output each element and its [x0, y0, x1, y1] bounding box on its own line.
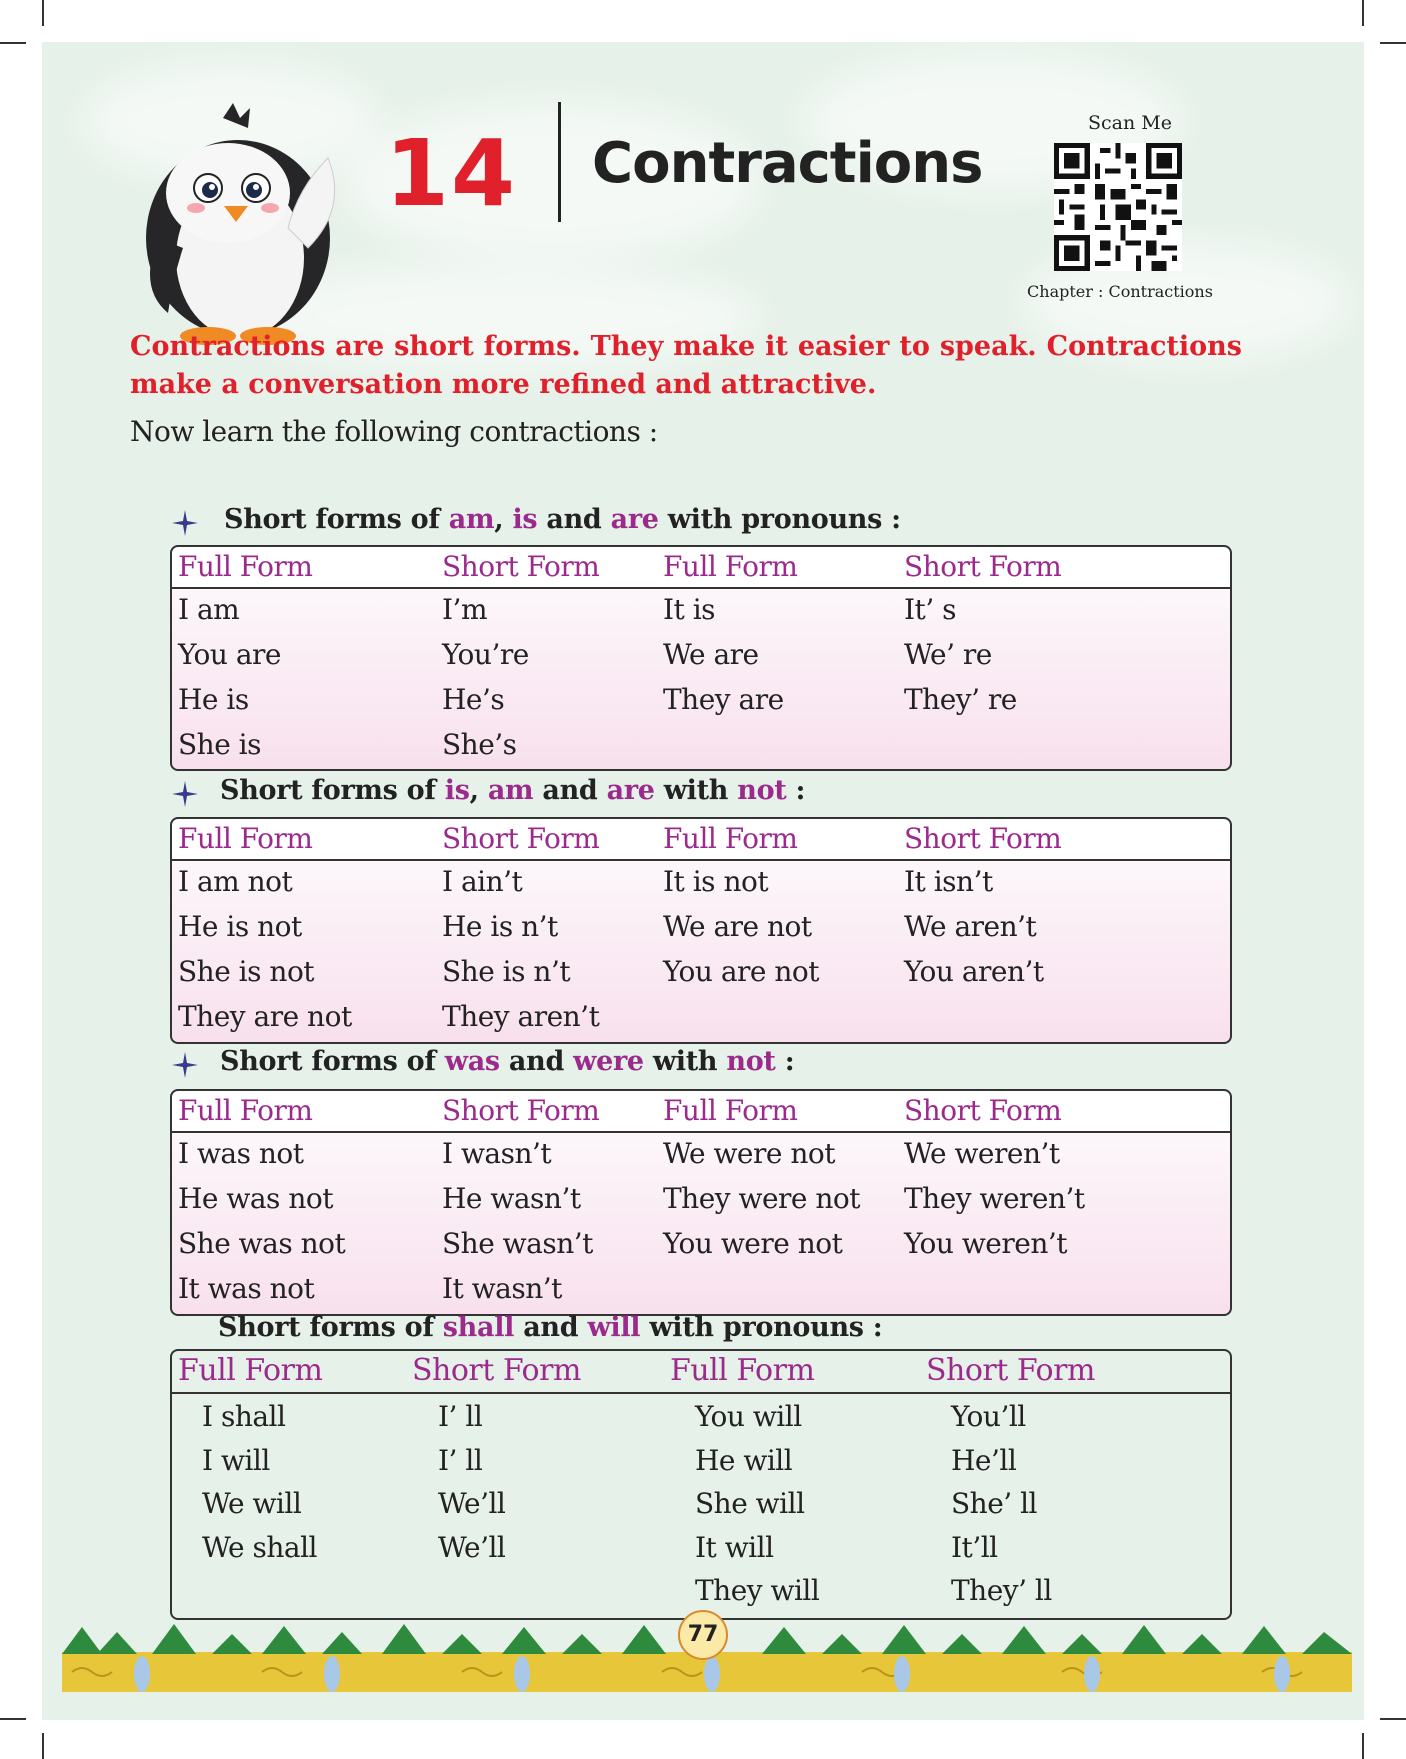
sparkle-bullet-icon [172, 510, 198, 536]
table-cell: She is [178, 728, 262, 761]
table-cell: It was not [178, 1272, 315, 1305]
table-cell: I’ ll [438, 1400, 483, 1433]
table-cell: He is n’t [442, 910, 558, 943]
table-cell: I am not [178, 865, 293, 898]
table-cell: It wasn’t [442, 1272, 562, 1305]
heading-text: with pronouns : [640, 1312, 883, 1343]
column-header: Short Form [904, 822, 1062, 855]
table-row [172, 1481, 1230, 1525]
column-header: Short Form [904, 1094, 1062, 1127]
column-header: Short Form [442, 1094, 600, 1127]
table-cell: She is not [178, 955, 315, 988]
table-cell: I am [178, 593, 240, 626]
heading-keyword: am [448, 504, 495, 535]
contractions-table [170, 545, 1232, 771]
table-cell: We’ll [438, 1530, 506, 1564]
table-cell: We are [663, 638, 759, 671]
heading-text: and [499, 1046, 574, 1077]
sparkle-bullet-icon [172, 781, 198, 807]
table-cell: You were not [663, 1227, 843, 1260]
heading-keyword: are [610, 504, 659, 535]
table-row [172, 679, 1230, 724]
table-cell: They’ re [904, 683, 1017, 716]
table-cell: They are not [178, 1000, 352, 1033]
chapter-number: 14 [385, 120, 518, 227]
column-header: Full Form [178, 1353, 323, 1388]
column-header: Full Form [663, 1094, 798, 1127]
column-header: Short Form [904, 550, 1062, 583]
table-row [172, 1394, 1230, 1438]
table-row [172, 1268, 1230, 1313]
table-cell: You’ll [951, 1400, 1026, 1433]
column-header: Short Form [442, 550, 600, 583]
table-cell: They’ ll [951, 1574, 1052, 1607]
crop-mark [1362, 1733, 1364, 1759]
crop-mark [1380, 1718, 1406, 1720]
crop-mark [0, 1718, 26, 1720]
table-cell: He’ll [951, 1443, 1017, 1477]
table-cell: I’ ll [438, 1443, 483, 1477]
table-row [172, 861, 1230, 906]
table-cell: We will [202, 1487, 302, 1520]
heading-keyword: is [512, 504, 538, 535]
contractions-table [170, 1349, 1232, 1620]
column-header: Short Form [412, 1353, 581, 1388]
table-cell: They weren’t [904, 1182, 1085, 1215]
column-header: Full Form [178, 550, 313, 583]
table-cell: You aren’t [904, 955, 1044, 988]
table-cell: I will [202, 1443, 270, 1477]
table-cell: He wasn’t [442, 1182, 581, 1215]
heading-text: with [654, 775, 738, 806]
qr-code-icon[interactable] [1054, 143, 1182, 271]
table-cell: You will [695, 1400, 802, 1433]
table-cell: It is [663, 593, 716, 626]
table-row [172, 724, 1230, 769]
table-row [172, 634, 1230, 679]
table-header [172, 1091, 1230, 1133]
heading-keyword: shall [442, 1312, 515, 1343]
table-cell: We are not [663, 910, 812, 943]
column-header: Full Form [670, 1353, 815, 1388]
table-cell: She’s [442, 728, 517, 761]
heading-text: and [514, 1312, 588, 1343]
table-cell: We weren’t [904, 1137, 1060, 1170]
table-cell: We aren’t [904, 910, 1037, 943]
heading-keyword: is [444, 775, 470, 806]
table-cell: They aren’t [442, 1000, 600, 1033]
heading-text: , [494, 504, 513, 535]
table-cell: He’s [442, 683, 505, 716]
table-cell: You weren’t [904, 1227, 1068, 1260]
table-cell: She was not [178, 1227, 346, 1260]
table-cell: You are not [663, 955, 820, 988]
table-cell: He was not [178, 1182, 333, 1215]
penguin-mascot-icon [128, 98, 358, 348]
heading-text: and [533, 775, 607, 806]
table-row [172, 996, 1230, 1041]
table-cell: It’ s [904, 593, 956, 626]
crop-mark [42, 1733, 44, 1759]
contractions-table [170, 1089, 1232, 1316]
heading-text: and [537, 504, 611, 535]
table-row [172, 1223, 1230, 1268]
table-cell: I shall [202, 1400, 286, 1433]
table-cell: She’ ll [951, 1487, 1037, 1520]
page-number: 77 [678, 1610, 728, 1660]
column-header: Short Form [926, 1353, 1095, 1388]
table-cell: It’ll [951, 1530, 998, 1564]
table-header [172, 819, 1230, 861]
table-row [172, 951, 1230, 996]
table-cell: We’ll [438, 1487, 506, 1520]
qr-label: Scan Me [1088, 112, 1172, 134]
heading-text: : [775, 1046, 795, 1077]
section-heading [218, 1312, 882, 1343]
table-row [172, 1438, 1230, 1482]
table-cell: They were not [663, 1182, 861, 1215]
table-cell: It is not [663, 865, 769, 898]
crop-mark [1362, 0, 1364, 26]
table-cell: I ain’t [442, 865, 523, 898]
heading-keyword: not [726, 1046, 776, 1077]
table-cell: She wasn’t [442, 1227, 593, 1260]
table-cell: They are [663, 683, 784, 716]
heading-keyword: are [606, 775, 655, 806]
table-cell: We were not [663, 1137, 836, 1170]
table-row [172, 1568, 1230, 1612]
section-heading [224, 504, 901, 535]
crop-mark [42, 0, 44, 26]
table-cell: He is not [178, 910, 302, 943]
heading-keyword: was [444, 1046, 500, 1077]
heading-text: : [786, 775, 806, 806]
table-cell: I was not [178, 1137, 304, 1170]
table-cell: You’re [442, 638, 529, 671]
heading-text: , [469, 775, 488, 806]
crop-mark [0, 42, 26, 44]
contractions-table [170, 817, 1232, 1044]
table-cell: They will [695, 1574, 820, 1607]
title-divider [558, 102, 561, 222]
column-header: Short Form [442, 822, 600, 855]
table-cell: She will [695, 1487, 805, 1520]
table-cell: You are [178, 638, 281, 671]
table-cell: I wasn’t [442, 1137, 552, 1170]
table-row [172, 906, 1230, 951]
heading-keyword: will [587, 1312, 641, 1343]
section-heading [220, 775, 805, 806]
chapter-title: Contractions [592, 131, 983, 196]
column-header: Full Form [663, 822, 798, 855]
column-header: Full Form [178, 822, 313, 855]
table-cell: It will [695, 1530, 774, 1564]
table-row [172, 1133, 1230, 1178]
column-header: Full Form [178, 1094, 313, 1127]
qr-caption: Chapter : Contractions [1027, 282, 1213, 301]
table-cell: He will [695, 1443, 793, 1477]
table-row [172, 1178, 1230, 1223]
heading-text: with pronouns : [658, 504, 901, 535]
column-header: Full Form [663, 550, 798, 583]
heading-keyword: not [737, 775, 787, 806]
table-cell: We’ re [904, 638, 992, 671]
table-cell: I’m [442, 593, 488, 626]
table-cell: It isn’t [904, 865, 993, 898]
heading-text: Short forms of [220, 1046, 445, 1077]
table-row [172, 1525, 1230, 1569]
heading-text: Short forms of [224, 504, 449, 535]
table-cell: He is [178, 683, 249, 716]
heading-text: with [643, 1046, 727, 1077]
crop-mark [1380, 42, 1406, 44]
table-row [172, 589, 1230, 634]
table-cell: She is n’t [442, 955, 571, 988]
intro-text: Contractions are short forms. They make it easier to speak. Contractions make a conversation more refined and attractive. [130, 331, 1242, 400]
table-cell: We shall [202, 1530, 317, 1564]
table-header [172, 547, 1230, 589]
heading-text: Short forms of [218, 1312, 443, 1343]
heading-keyword: am [487, 775, 534, 806]
heading-text: Short forms of [220, 775, 445, 806]
section-heading [220, 1046, 794, 1077]
sparkle-bullet-icon [172, 1052, 198, 1078]
heading-keyword: were [573, 1046, 644, 1077]
table-header [172, 1351, 1230, 1394]
lead-text: Now learn the following contractions : [130, 415, 658, 448]
